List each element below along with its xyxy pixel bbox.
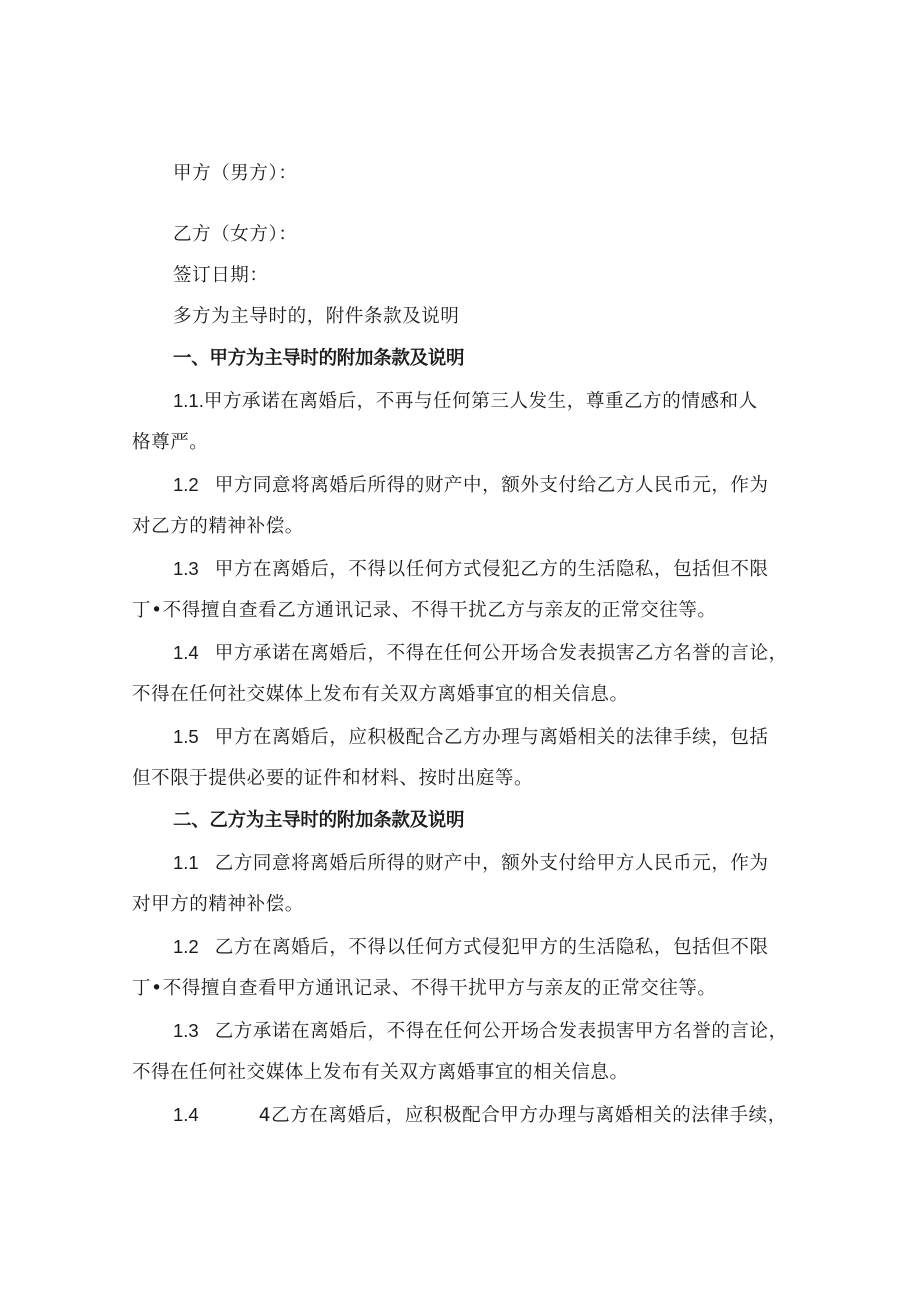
clause-number: 1.4	[173, 642, 199, 663]
clause-text: 乙方承诺在离婚后，不得在任何公开场合发表损害甲方名誉的言论，	[214, 1021, 788, 1042]
clause-number: 1.1.	[173, 390, 204, 411]
clause-continuation: 对乙方的精神补偿。	[132, 516, 304, 537]
clause-text: 甲方承诺在离婚后，不得在任何公开场合发表损害乙方名誉的言论，	[214, 643, 788, 664]
clause-text: 甲方承诺在离婚后，不再与任何第三人发生，尊重乙方的情感和人	[203, 391, 758, 412]
clause-line	[173, 641, 788, 666]
clause-line	[173, 725, 769, 750]
clause-number: 1.2	[173, 936, 199, 957]
clause-line	[173, 1019, 788, 1044]
clause-line	[173, 851, 769, 876]
sign-date-label: 签订日期：	[173, 265, 269, 286]
clause-continuation: 对甲方的精神补偿。	[132, 894, 304, 915]
clause-number: 1.1	[173, 852, 199, 873]
clause-number: 1.2	[173, 474, 199, 495]
clause-text: 乙方同意将离婚后所得的财产中，额外支付给甲方人民币元，作为	[214, 853, 769, 874]
clause-text: 4乙方在离婚后，应积极配合甲方办理与离婚相关的法律手续，	[258, 1105, 787, 1126]
clause-text: 甲方同意将离婚后所得的财产中，额外支付给乙方人民币元，作为	[214, 475, 769, 496]
clause-text: 甲方在离婚后，应积极配合乙方办理与离婚相关的法律手续，包括	[214, 727, 769, 748]
party-b-label: 乙方（女方）：	[173, 224, 298, 245]
clause-number: 1.3	[173, 558, 199, 579]
section-heading: 一、甲方为主导时的附加条款及说明	[173, 348, 465, 369]
clause-line	[173, 1103, 787, 1128]
clause-continuation: 不得在任何社交媒体上发布有关双方离婚事宜的相关信息。	[132, 684, 629, 705]
clause-number: 1.4	[173, 1104, 199, 1125]
clause-continuation: 丁•不得擅自查看甲方通讯记录、不得干扰甲方与亲友的正常交往等。	[132, 978, 717, 999]
clause-number: 1.3	[173, 1020, 199, 1041]
clause-line	[173, 935, 769, 960]
clause-continuation: 但不限于提供必要的证件和材料、按时出庭等。	[132, 768, 534, 789]
clause-text: 乙方在离婚后，不得以任何方式侵犯甲方的生活隐私，包括但不限	[214, 937, 769, 958]
clause-line	[173, 557, 769, 582]
clause-text: 甲方在离婚后，不得以任何方式侵犯乙方的生活隐私，包括但不限	[214, 559, 769, 580]
clause-line	[173, 389, 758, 414]
clause-number: 1.5	[173, 726, 199, 747]
clause-continuation: 丁•不得擅自查看乙方通讯记录、不得干扰乙方与亲友的正常交往等。	[132, 600, 717, 621]
clause-continuation: 不得在任何社交媒体上发布有关双方离婚事宜的相关信息。	[132, 1062, 629, 1083]
party-a-label: 甲方（男方）：	[173, 163, 298, 184]
clause-continuation: 格尊严。	[132, 432, 209, 453]
intro-text: 多方为主导时的，附件条款及说明	[173, 306, 460, 327]
section-heading: 二、乙方为主导时的附加条款及说明	[173, 810, 465, 831]
clause-line	[173, 473, 769, 498]
